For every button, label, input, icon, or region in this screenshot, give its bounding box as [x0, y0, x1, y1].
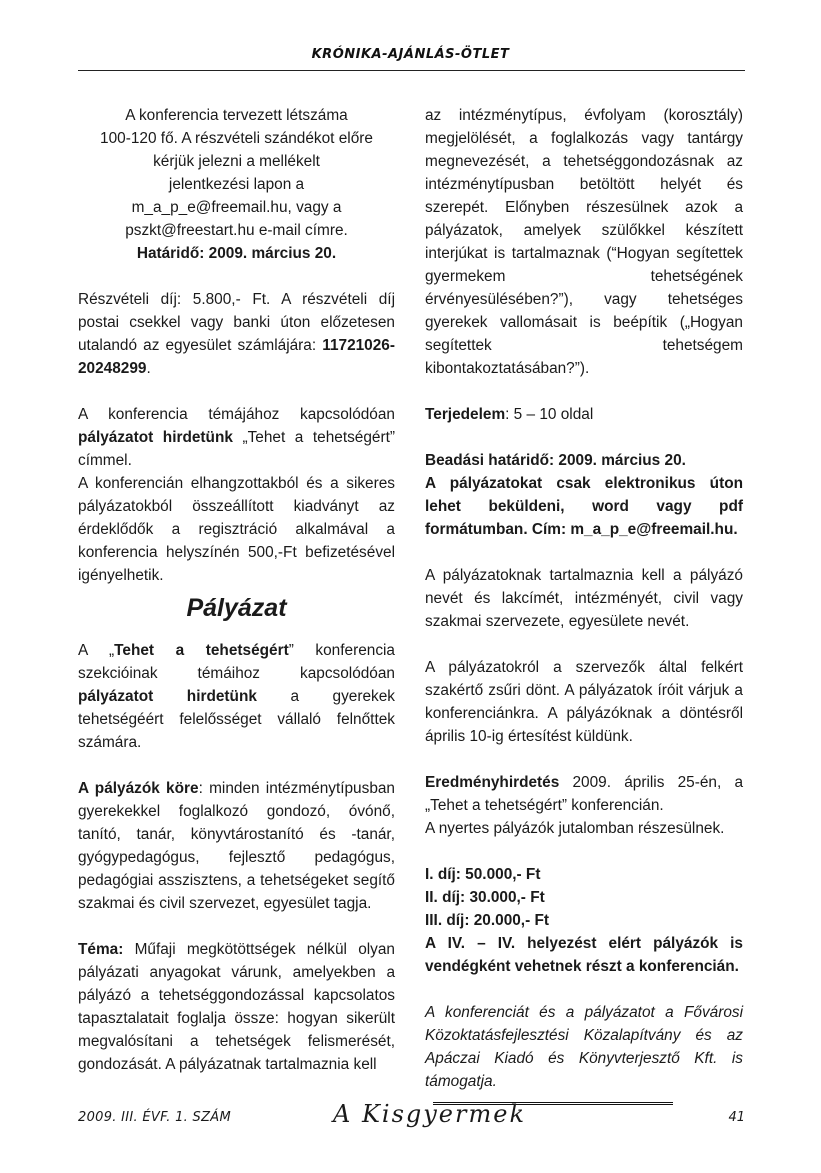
- applicants-paragraph: [78, 777, 395, 915]
- call-bold-title: Tehet a tehetségért: [114, 642, 289, 659]
- left-column: [78, 104, 395, 1076]
- running-header: KRÓNIKA-AJÁNLÁS-ÖTLET: [311, 47, 510, 62]
- submit-info: [425, 472, 743, 541]
- topic-label: Téma:: [78, 941, 124, 958]
- fee-account: 11721026-20248299: [78, 337, 395, 377]
- required-info-paragraph: A pályázatoknak tartalmaznia kell a pályázó nevét és lakcímét, intézményét, civil vagy szakmai szervezete, egyesülete nevét.: [425, 567, 743, 630]
- deadline: [78, 242, 395, 265]
- deadline-text: Határidő: 2009. március 20.: [136, 245, 337, 262]
- submit-deadline-text: Beadási határidő: 2009. március 20.: [425, 452, 686, 469]
- intro-line: 100-120 fő. A részvételi szándékot előre: [100, 130, 373, 147]
- call-text-a: A „: [78, 642, 115, 659]
- prize-2: [425, 886, 743, 909]
- announcement-end: „Tehet a tehetségért” címmel.: [78, 429, 395, 469]
- sponsor-text: A konferenciát és a pályázatot a Fővárosi Közoktatásfejlesztési Közalapítvány és az Apáczai Kiadó és Könyvterjesztő Kft. is támogatja.: [425, 1004, 743, 1090]
- sponsor-paragraph: [425, 1001, 743, 1116]
- prize-1: [425, 863, 743, 886]
- call-text-c: ” konferencia szekcióinak témáihoz kapcsolódóan: [78, 642, 395, 682]
- sponsor-block: [425, 1001, 743, 1116]
- prize-1-text: I. díj: 50.000,- Ft: [425, 866, 541, 883]
- intro-line: m_a_p_e@freemail.hu, vagy a: [131, 199, 342, 216]
- intro-line: A konferencia tervezett létszáma: [125, 107, 348, 124]
- announcement-bold: pályázatot hirdetünk: [78, 429, 233, 446]
- right-column: [425, 104, 743, 1116]
- applicants-label: A pályázók köre: [78, 780, 199, 797]
- length-text: : 5 – 10 oldal: [505, 406, 594, 423]
- results-label: Eredményhirdetés: [425, 774, 560, 791]
- magazine-title: A Kisgyermek: [333, 1100, 526, 1128]
- intro-block: [78, 104, 395, 265]
- prize-4-text: A IV. – IV. helyezést elért pályázók is vendégként vehetnek részt a konferencián.: [425, 935, 743, 975]
- prize-3: [425, 909, 743, 932]
- announcement-text: A konferencia témájához kapcsolódóan: [78, 406, 395, 423]
- prize-2-text: II. díj: 30.000,- Ft: [425, 889, 545, 906]
- intro-line: pszkt@freestart.hu e-mail címre.: [125, 222, 348, 239]
- publication-paragraph: A konferencián elhangzottakból és a sikeres pályázatokból összeállított kiadványt az érdeklődők a regisztráció alkalmával a konferencia helyszínén 500,-Ft befizetésével igényelhetik.: [78, 475, 395, 584]
- topic-text: Műfaji megkötöttségek nélkül olyan pályázati anyagokat várunk, amelyekben a pályázó a tehetséggondozással kapcsolatos tapasztalatait foglalja össze: hogyan sikerült megvalósítani a tehetségek felismerését, gondozását. A pályázatnak tartalmaznia kell: [78, 941, 395, 1073]
- topic-paragraph: [78, 938, 395, 1076]
- jury-paragraph: A pályázatokról a szervezők által felkért szakértő zsűri dönt. A pályázatok íróit várjuk a konferenciánkra. A pályázóknak a döntésről április 10-ig értesítést küldünk.: [425, 659, 743, 745]
- fee-paragraph: [78, 288, 395, 380]
- prize-3-text: III. díj: 20.000,- Ft: [425, 912, 550, 929]
- section-title: Pályázat: [186, 594, 287, 622]
- call-text-e: a gyerekek tehetségéért felelősséget vállaló felnőttek számára.: [78, 688, 396, 751]
- content-requirements: az intézménytípus, évfolyam (korosztály) megjelölését, a foglalkozás vagy tantárgy megnevezését, a tehetséggondozásnak az intézménytípusban betöltött helyét és szerepét. Előnyben részesülnek azok a pályázatok, amelyek szülőkkel készített interjúkat is tartalmaznak (“Hogyan segítettek gyermekem tehetségének érvényesülésében?”), vagy tehetséges gyerekek vallomásait is beépítik („Hogyan segítettek tehetségem kibontakoztatásában?”).: [425, 107, 743, 377]
- fee-text: Részvételi díj: 5.800,- Ft. A részvételi díj postai csekkel vagy banki úton előzetesen utalandó az egyesület számlájára:: [78, 291, 395, 354]
- results-paragraph: [425, 771, 743, 817]
- call-paragraph: [78, 639, 395, 754]
- results-text: 2009. április 25-én, a „Tehet a tehetségért” konferencián.: [425, 774, 743, 814]
- call-bold-announce: pályázatot hirdetünk: [78, 688, 257, 705]
- page-footer: [78, 1100, 745, 1134]
- intro-line: jelentkezési lapon a: [168, 176, 305, 193]
- page-number: 41: [728, 1110, 745, 1125]
- intro-line: kérjük jelezni a mellékelt: [153, 153, 320, 170]
- applicants-text: : minden intézménytípusban gyerekekkel foglalkozó gondozó, óvónő, tanító, tanár, könyvtárostanító és -tanár, gyógypedagógus, fejlesztő pedagógus, pedagógiai asszisztens, a tehetségeket segítő szakmai és civil szervezet, egyesület tagja.: [78, 780, 395, 912]
- fee-end: .: [146, 360, 151, 377]
- submit-deadline: [425, 449, 743, 472]
- length-paragraph: [425, 403, 743, 426]
- results-line2: A nyertes pályázók jutalomban részesülnek.: [425, 820, 725, 837]
- header-rule: [78, 70, 745, 71]
- issue-info: 2009. III. ÉVF. 1. SZÁM: [78, 1110, 231, 1125]
- length-label: Terjedelem: [425, 406, 506, 423]
- submit-info-text: A pályázatokat csak elektronikus úton lehet beküldeni, word vagy pdf formátumban. Cím: m_a_p_e@freemail.hu.: [425, 475, 743, 538]
- announcement-paragraph: [78, 403, 395, 472]
- prize-4: [425, 932, 743, 978]
